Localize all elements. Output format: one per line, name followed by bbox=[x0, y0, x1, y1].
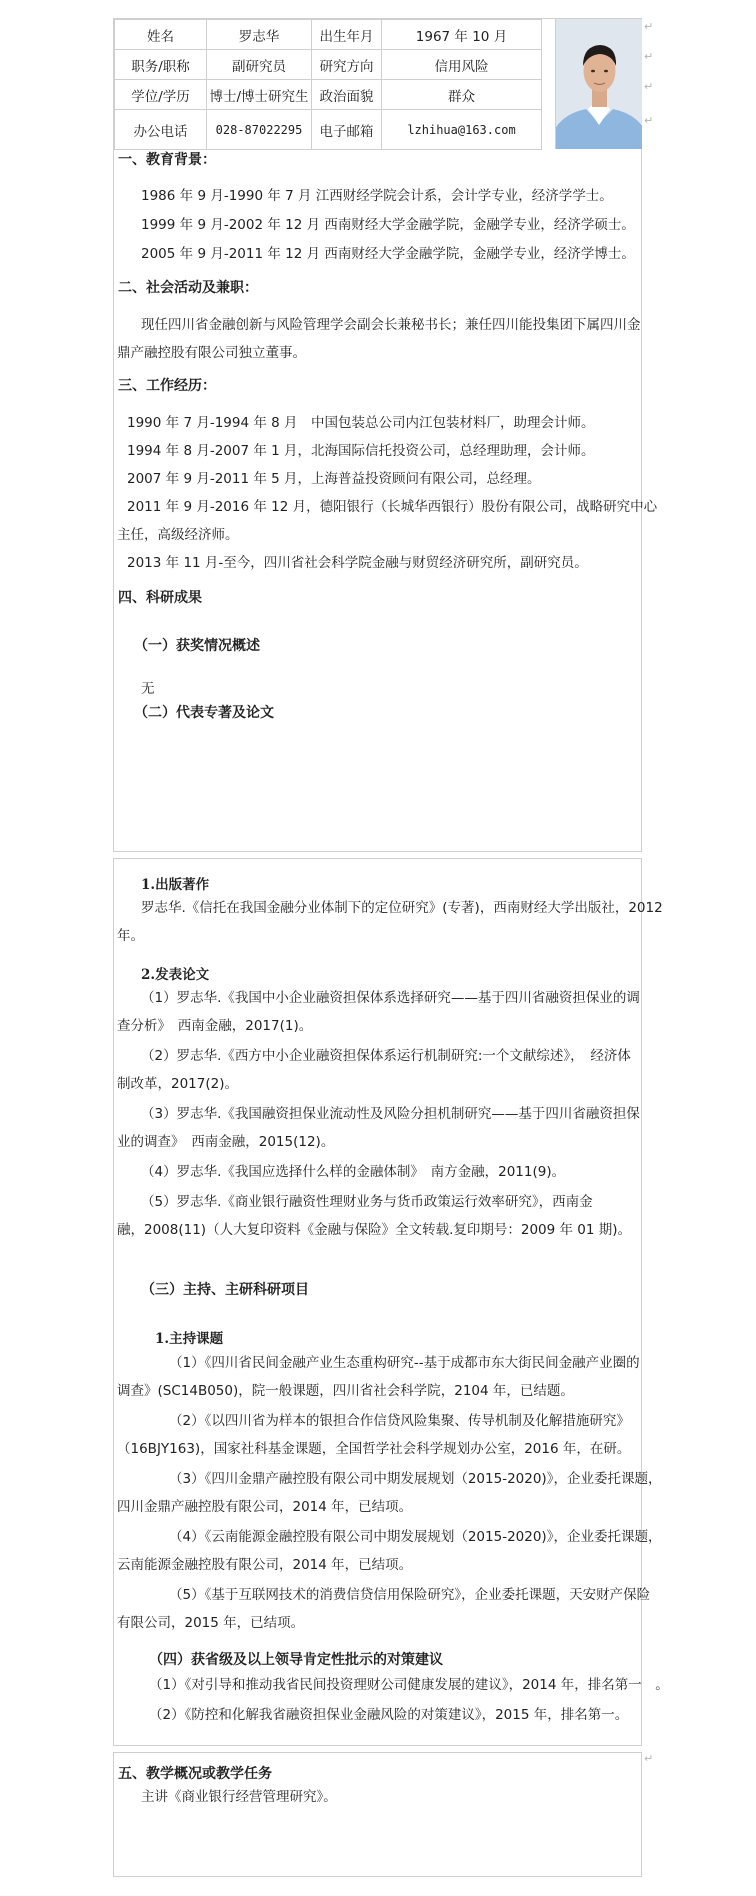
project-line: （16BJY163)，国家社科基金课题，全国哲学社会科学规划办公室，2016 年，在研。 bbox=[117, 1441, 631, 1457]
work-item: 1990 年 7 月-1994 年 8 月 中国包装总公司内江包装材料厂，助理会计师。 bbox=[127, 415, 595, 431]
email-value: lzhihua@163.com bbox=[382, 110, 542, 150]
name-label: 姓名 bbox=[115, 20, 207, 50]
book-line: 年。 bbox=[117, 928, 144, 944]
publications-subheading: （二）代表专著及论文 bbox=[134, 705, 274, 721]
birth-label: 出生年月 bbox=[312, 20, 382, 50]
phone-label: 办公电话 bbox=[115, 110, 207, 150]
name-value: 罗志华 bbox=[207, 20, 312, 50]
profile-info-table bbox=[114, 19, 542, 150]
project-line: （1）《四川省民间金融产业生态重构研究--基于成都市东大街民间金融产业圈的 bbox=[169, 1355, 640, 1371]
paper-line: 业的调查》 西南金融，2015(12)。 bbox=[117, 1134, 335, 1150]
project-line: （2）《以四川省为样本的银担合作信贷风险集聚、传导机制及化解措施研究》 bbox=[169, 1413, 630, 1429]
portrait-photo bbox=[555, 19, 642, 149]
social-text-line: 鼎产融控股有限公司独立董事。 bbox=[117, 345, 306, 361]
return-mark-icon: ↵ bbox=[644, 50, 654, 63]
degree-label: 学位/学历 bbox=[115, 80, 207, 110]
project-line: 调查》(SC14B050)，院一般课题，四川省社会科学院，2104 年，已结题。 bbox=[117, 1383, 574, 1399]
social-heading: 二、社会活动及兼职： bbox=[118, 280, 258, 296]
education-heading: 一、教育背景： bbox=[118, 152, 216, 168]
book-line: 罗志华.《信托在我国金融分业体制下的定位研究》(专著)，西南财经大学出版社，2012 bbox=[141, 900, 663, 916]
work-item: 2011 年 9 月-2016 年 12 月，德阳银行（长城华西银行）股份有限公司，战略研究中心 bbox=[127, 499, 658, 515]
books-heading: 1.出版著作 bbox=[141, 877, 210, 893]
teaching-section-frame bbox=[113, 1752, 642, 1877]
teaching-heading: 五、教学概况或教学任务 bbox=[118, 1766, 272, 1782]
title-value: 副研究员 bbox=[207, 50, 312, 80]
paper-line: （3）罗志华.《我国融资担保业流动性及风险分担机制研究——基于四川省融资担保 bbox=[141, 1106, 640, 1122]
projects-subheading: （三）主持、主研科研项目 bbox=[141, 1282, 309, 1298]
return-mark-icon: ↵ bbox=[644, 1752, 654, 1765]
project-line: （3）《四川金鼎产融控股有限公司中期发展规划（2015-2020)》，企业委托课题， bbox=[169, 1471, 662, 1487]
degree-value: 博士/博士研究生 bbox=[207, 80, 312, 110]
field-label: 研究方向 bbox=[312, 50, 382, 80]
paper-line: 制改革，2017(2)。 bbox=[117, 1076, 238, 1092]
political-label: 政治面貌 bbox=[312, 80, 382, 110]
return-mark-icon: ↵ bbox=[644, 80, 654, 93]
project-line: （5）《基于互联网技术的消费信贷信用保险研究》，企业委托课题，天安财产保险 bbox=[169, 1587, 651, 1603]
awards-subheading: （一）获奖情况概述 bbox=[134, 638, 260, 654]
education-item: 1986 年 9 月-1990 年 7 月 江西财经学院会计系，会计学专业，经济学学士。 bbox=[141, 188, 613, 204]
birth-value: 1967 年 10 月 bbox=[382, 20, 542, 50]
work-heading: 三、工作经历： bbox=[118, 378, 216, 394]
papers-heading: 2.发表论文 bbox=[141, 967, 210, 983]
project-line: 有限公司，2015 年，已结项。 bbox=[117, 1615, 305, 1631]
email-label: 电子邮箱 bbox=[312, 110, 382, 150]
profile-section-frame bbox=[113, 18, 658, 852]
awards-text: 无 bbox=[141, 681, 155, 697]
work-item: 2007 年 9 月-2011 年 5 月，上海普益投资顾问有限公司，总经理。 bbox=[127, 471, 541, 487]
publications-section-frame bbox=[113, 858, 669, 1746]
paper-line: （1）罗志华.《我国中小企业融资担保体系选择研究——基于四川省融资担保业的调 bbox=[141, 990, 640, 1006]
return-mark-icon: ↵ bbox=[644, 20, 654, 33]
advice-line: （1）《对引导和推动我省民间投资理财公司健康发展的建议》，2014 年，排名第一 。 bbox=[149, 1677, 669, 1693]
education-item: 2005 年 9 月-2011 年 12 月 西南财经大学金融学院，金融学专业，经济学博士。 bbox=[141, 246, 635, 262]
work-item: 1994 年 8 月-2007 年 1 月，北海国际信托投资公司，总经理助理，会计师。 bbox=[127, 443, 595, 459]
paper-line: （2）罗志华.《西方中小企业融资担保体系运行机制研究:一个文献综述》， 经济体 bbox=[141, 1048, 631, 1064]
research-heading: 四、科研成果 bbox=[118, 590, 202, 606]
field-value: 信用风险 bbox=[382, 50, 542, 80]
teaching-text: 主讲《商业银行经营管理研究》。 bbox=[141, 1789, 337, 1805]
political-value: 群众 bbox=[382, 80, 542, 110]
hosted-projects-heading: 1.主持课题 bbox=[155, 1331, 224, 1347]
paper-line: 融，2008(11)（人大复印资料《金融与保险》全文转载.复印期号：2009 年 01 期)。 bbox=[117, 1222, 632, 1238]
advice-line: （2）《防控和化解我省融资担保业金融风险的对策建议》，2015 年，排名第一。 bbox=[149, 1707, 629, 1723]
project-line: 四川金鼎产融控股有限公司，2014 年，已结项。 bbox=[117, 1499, 413, 1515]
title-label: 职务/职称 bbox=[115, 50, 207, 80]
project-line: （4）《云南能源金融控股有限公司中期发展规划（2015-2020)》，企业委托课题， bbox=[169, 1529, 662, 1545]
work-item: 2013 年 11 月-至今，四川省社会科学院金融与财贸经济研究所，副研究员。 bbox=[127, 555, 588, 571]
paper-line: （4）罗志华.《我国应选择什么样的金融体制》 南方金融，2011(9)。 bbox=[141, 1164, 566, 1180]
project-line: 云南能源金融控股有限公司，2014 年，已结项。 bbox=[117, 1557, 413, 1573]
social-text-line: 现任四川省金融创新与风险管理学会副会长兼秘书长；兼任四川能投集团下属四川金 bbox=[141, 317, 641, 333]
work-item: 主任，高级经济师。 bbox=[117, 527, 239, 543]
paper-line: 查分析》 西南金融，2017(1)。 bbox=[117, 1018, 313, 1034]
phone-value: 028-87022295 bbox=[207, 110, 312, 150]
advice-subheading: （四）获省级及以上领导肯定性批示的对策建议 bbox=[149, 1652, 443, 1668]
education-item: 1999 年 9 月-2002 年 12 月 西南财经大学金融学院，金融学专业，经济学硕士。 bbox=[141, 217, 635, 233]
paper-line: （5）罗志华.《商业银行融资性理财业务与货币政策运行效率研究》，西南金 bbox=[141, 1194, 593, 1210]
return-mark-icon: ↵ bbox=[644, 114, 654, 127]
